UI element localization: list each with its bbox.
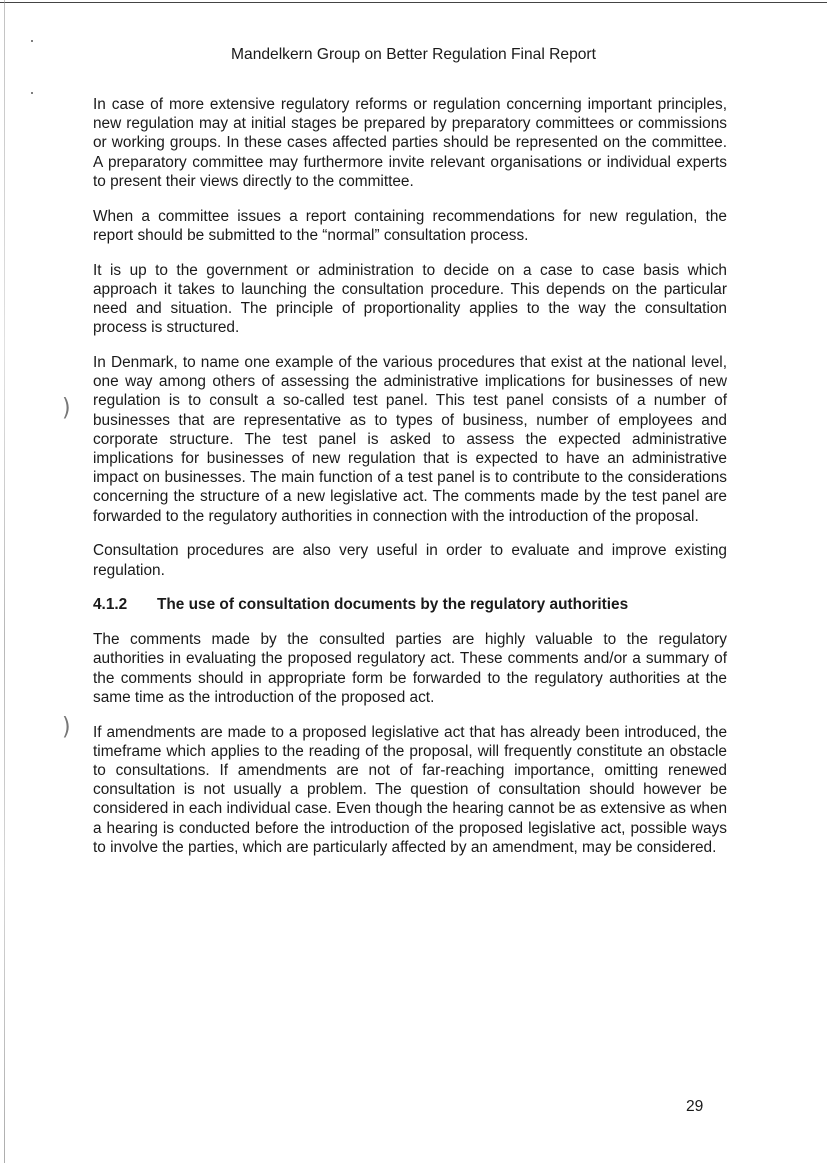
- page-number: 29: [686, 1098, 704, 1115]
- paragraph: If amendments are made to a proposed legislative act that has already been introduced, the timeframe which applies to the reading of the proposal, will frequently constitute an obstacle to consultations. If amendments are not of far-reaching importance, omitting renewed consultation is not usually a problem. The question of consultation should however be considered in each individual case. Even though the hearing cannot be as extensive as when a hearing is conducted before the introduction of the proposed legislative act, possible ways to involve the parties, which are particularly affected by an amendment, may be considered.: [93, 723, 728, 856]
- paragraph: The comments made by the consulted parties are highly valuable to the regulatory authorities in evaluating the proposed regulatory act. These comments and/or a summary of the comments should in appropriate form be forwarded to the regulatory authorities at the same time as the introduction of the proposed act.: [93, 631, 727, 706]
- section-heading: [93, 595, 727, 614]
- paragraph: In case of more extensive regulatory reforms or regulation concerning important principles, new regulation may at initial stages be prepared by preparatory committees or commissions or working groups. In these cases affected parties should be represented on the committee. A preparatory committee may furthermore invite relevant organisations or individual experts to present their views directly to the committee.: [93, 96, 727, 190]
- scan-edge-top: [0, 2, 827, 3]
- section-title: The use of consultation documents by the regulatory authorities: [157, 596, 629, 614]
- paragraph: Consultation procedures are also very useful in order to evaluate and improve existing regulation.: [93, 542, 727, 579]
- scan-speck: [31, 92, 33, 94]
- section-number: 4.1.2: [93, 596, 128, 614]
- paragraph: It is up to the government or administration to decide on a case to case basis which approach it takes to launching the consultation procedure. This depends on the particular need and situation. The principle of proportionality applies to the way the consultation process is structured.: [93, 261, 727, 337]
- running-header: Mandelkern Group on Better Regulation Final Report: [231, 46, 596, 63]
- paragraph: When a committee issues a report containing recommendations for new regulation, the report should be submitted to the “normal” consultation process.: [93, 207, 727, 244]
- scan-edge-left: [4, 0, 5, 1163]
- scan-speck: [31, 40, 33, 42]
- punch-hole-mark: ): [62, 394, 71, 423]
- punch-hole-mark: ): [62, 713, 71, 742]
- page-content: [93, 95, 727, 873]
- paragraph: In Denmark, to name one example of the various procedures that exist at the national level, one way among others of assessing the administrative implications for businesses of new regulation is to consult a so-called test panel. This test panel consists of a number of businesses that are representative as to types of business, number of employees and corporate structure. The test panel is asked to assess the expected administrative implications for businesses of new regulation that is expected to have an administrative impact on businesses. The main function of a test panel is to contribute to the considerations concerning the structure of a new legislative act. The comments made by the test panel are forwarded to the regulatory authorities in connection with the introduction of the proposal.: [93, 354, 727, 525]
